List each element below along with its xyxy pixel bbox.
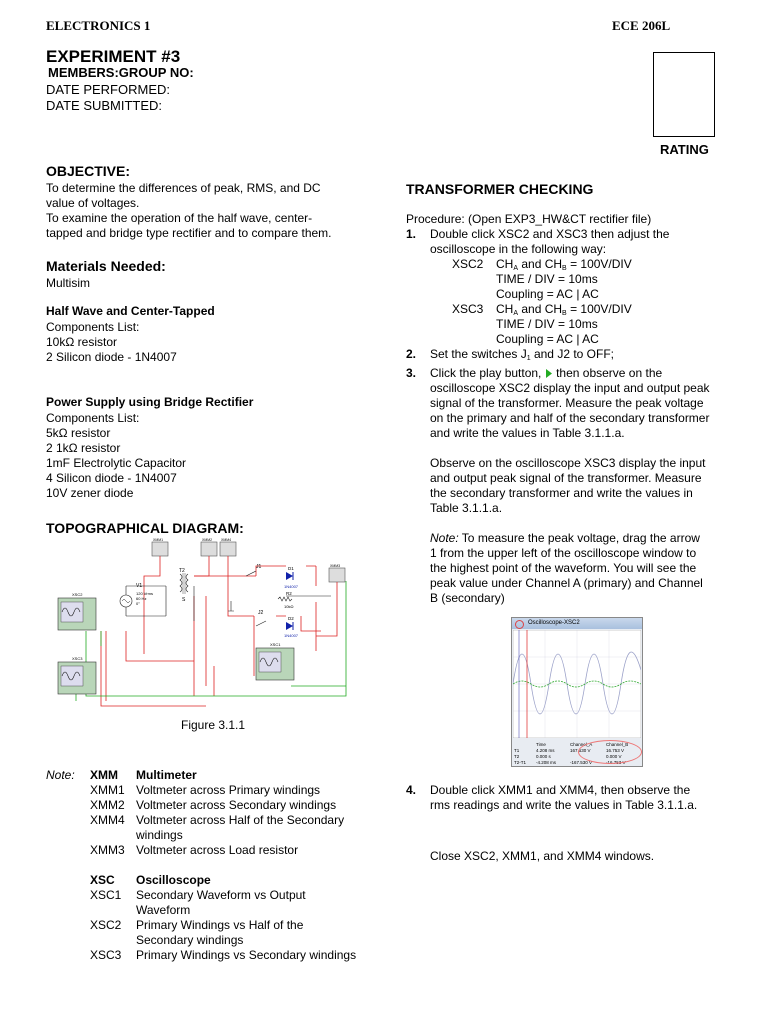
- t2-secondary-label: S: [182, 597, 186, 603]
- objective-heading: OBJECTIVE:: [46, 163, 131, 179]
- measurement-cell: -167.530 V: [570, 760, 593, 765]
- rating-box: [653, 52, 715, 137]
- step-1-line: oscilloscope in the following way:: [430, 242, 607, 256]
- xmm-meaning: Voltmeter across Load resistor: [136, 843, 299, 857]
- half-wave-heading: Half Wave and Center-Tapped: [46, 304, 215, 318]
- transformer-heading: TRANSFORMER CHECKING: [406, 181, 594, 197]
- switch-j1: [246, 564, 262, 576]
- members-line: MEMBERS:GROUP NO:: [48, 65, 194, 80]
- oscilloscope-titlebar: [512, 618, 642, 629]
- xsc2-channel-value: = 100V/DIV: [570, 257, 632, 271]
- v1-value: 120 Vrms: [136, 591, 153, 596]
- xsc-row: [90, 888, 362, 918]
- objective-line: value of voltages.: [46, 196, 140, 210]
- measurement-cell: 0.000 s: [536, 754, 551, 759]
- xmm4-meter: [220, 538, 236, 556]
- step-2-text-b: and J2 to OFF;: [530, 347, 614, 361]
- measurement-header: Time: [536, 742, 546, 747]
- diode-d1: [284, 566, 299, 589]
- cursor-marker-icon: [515, 620, 524, 629]
- step-2-number: 2.: [406, 347, 417, 361]
- step-4-number: 4.: [406, 783, 417, 797]
- measurement-header: Channel_B: [606, 742, 629, 747]
- xsc2-time-setting: TIME / DIV = 10ms: [496, 272, 598, 286]
- note-line: the highest point of the waveform. You will see the: [430, 561, 697, 575]
- course-title: ELECTRONICS 1: [46, 18, 151, 33]
- observe-paragraph: [406, 456, 736, 516]
- r2-value: 10kΩ: [284, 604, 294, 609]
- step-3-line: on the primary and half of the secondary transformer: [430, 411, 710, 425]
- step-3-number: 3.: [406, 366, 417, 380]
- xsc-meaning: Primary Windings vs Half of the Secondary windings: [136, 918, 304, 947]
- objective-line: To examine the operation of the half wave, center-: [46, 211, 313, 225]
- step-4-line: Double click XMM1 and XMM4, then observe the: [430, 783, 691, 797]
- xsc3-time-setting: TIME / DIV = 10ms: [496, 317, 598, 331]
- xsc-description: Oscilloscope: [136, 873, 211, 887]
- xmm-meaning: Voltmeter across Primary windings: [136, 783, 321, 797]
- xsc-row: [90, 948, 362, 963]
- step-3-line: and write the values in Table 3.1.1.a.: [430, 426, 625, 440]
- xsc-abbrev: XSC: [90, 873, 115, 887]
- xsc1-label: XSC1: [270, 642, 281, 647]
- component-item: 2 Silicon diode - 1N4007: [46, 350, 177, 364]
- xmm4-label: XMM4: [221, 538, 232, 542]
- v1-source: [120, 583, 153, 607]
- step-2: 2. Set the switches $J_1$ and J2 to OFF;: [406, 347, 614, 362]
- xmm-meaning: Voltmeter across Half of the Secondary windings: [136, 813, 345, 842]
- xsc3-setting-label: XSC3: [452, 302, 484, 316]
- xmm-description: Multimeter: [136, 768, 197, 782]
- xmm-row: [90, 813, 362, 843]
- materials-heading: Materials Needed:: [46, 258, 166, 274]
- xmm3-label: XMM3: [330, 564, 341, 568]
- note-paragraph: [406, 531, 736, 606]
- xsc3-channel-value: = 100V/DIV: [570, 302, 632, 316]
- note-label: Note:: [46, 768, 75, 782]
- xmm-id: XMM3: [90, 843, 125, 857]
- oscilloscope-title: Oscilloscope-XSC2: [528, 620, 580, 626]
- xmm-heading-row: [90, 768, 362, 783]
- xmm-id: XMM4: [90, 813, 125, 827]
- v1-phase: 0°: [136, 601, 140, 606]
- v1-label: V1: [136, 583, 143, 589]
- component-item: 1mF Electrolytic Capacitor: [46, 456, 187, 470]
- transformer-t2: [179, 568, 188, 603]
- d1-part: 1N4007: [284, 584, 299, 589]
- procedure-intro: Procedure: (Open EXP3_HW&CT rectifier file): [406, 212, 652, 226]
- r2-label: R2: [286, 591, 292, 596]
- component-item: 5kΩ resistor: [46, 426, 111, 440]
- close-instruction: Close XSC2, XMM1, and XMM4 windows.: [430, 849, 655, 863]
- step-4-line: rms readings and write the values in Table 3.1.1.a.: [430, 798, 698, 812]
- step-3-text-a: Click the play button,: [430, 366, 542, 380]
- j1-label: J1: [256, 564, 262, 570]
- step-3-line: signal of the transformer. Measure the peak voltage: [430, 396, 704, 410]
- xsc-heading-row: [90, 873, 362, 888]
- figure-caption: Figure 3.1.1: [181, 718, 246, 732]
- measurement-cell: 167.530 V: [570, 748, 591, 753]
- xmm-row: [90, 798, 362, 813]
- xsc-meaning: Primary Windings vs Secondary windings: [136, 948, 357, 962]
- switch-j2: [256, 610, 266, 626]
- objective-line: tapped and bridge type rectifier and to compare them.: [46, 226, 332, 240]
- step-1-line: Double click XSC2 and XSC3 then adjust the: [430, 227, 670, 241]
- circuit-schematic: [46, 536, 362, 716]
- component-item: 10V zener diode: [46, 486, 134, 500]
- measurement-cell: T1: [514, 748, 520, 753]
- objective-line: To determine the differences of peak, RMS, and DC: [46, 181, 321, 195]
- rating-label: RATING: [660, 142, 709, 157]
- bridge-heading: Power Supply using Bridge Rectifier: [46, 395, 254, 409]
- xmm-id: XMM2: [90, 798, 125, 812]
- d2-part: 1N4007: [284, 633, 299, 638]
- xsc2-coupling-setting: Coupling = AC | AC: [496, 287, 599, 301]
- d1-label: D1: [288, 566, 294, 571]
- xsc-id: XSC3: [90, 948, 122, 962]
- component-item: Components List:: [46, 320, 140, 334]
- measurement-cell: 16.753 V: [606, 748, 625, 753]
- oscilloscope-window: [511, 617, 643, 767]
- date-submitted: DATE SUBMITTED:: [46, 98, 163, 113]
- xsc-meaning: Secondary Waveform vs Output Waveform: [136, 888, 306, 917]
- diode-d2: [284, 616, 299, 638]
- oscilloscope-xsc1: [256, 642, 294, 680]
- xmm2-label: XMM2: [202, 538, 213, 542]
- measurement-header: Channel_A: [570, 742, 593, 747]
- scope-settings: [406, 257, 736, 347]
- note-line: peak value under Channel A (primary) and Channel: [430, 576, 703, 590]
- step-4: [406, 783, 736, 813]
- xsc2-setting-label: XSC2: [452, 257, 484, 271]
- step-1: [406, 227, 736, 257]
- xmm3-meter: [329, 564, 345, 582]
- component-item: 2 1kΩ resistor: [46, 441, 121, 455]
- xsc-id: XSC1: [90, 888, 122, 902]
- xmm-row: [90, 783, 362, 798]
- component-item: 10kΩ resistor: [46, 335, 117, 349]
- materials-software: Multisim: [46, 276, 90, 290]
- measurement-cell: 4.208 ms: [536, 748, 555, 753]
- xsc2-label: XSC2: [72, 592, 83, 597]
- xsc2-channel-setting: $CH_A$ and $CH_B = 100V/DIV$: [496, 257, 632, 272]
- xmm-row: [90, 843, 362, 858]
- experiment-title: EXPERIMENT #3: [46, 47, 181, 66]
- course-code: ECE 206L: [612, 18, 671, 33]
- half-wave-list: [46, 320, 177, 365]
- note-line: 1 from the upper left of the oscilloscope window to: [430, 546, 697, 560]
- xsc-row: [90, 918, 362, 948]
- note-first-line: To measure the peak voltage, drag the arrow: [458, 531, 700, 545]
- topographical-heading: TOPOGRAPHICAL DIAGRAM:: [46, 520, 244, 536]
- measurement-cell: T2: [514, 754, 520, 759]
- objective-text: [46, 181, 366, 241]
- bridge-list: [46, 411, 186, 501]
- oscilloscope-screen: [513, 630, 641, 738]
- xmm1-label: XMM1: [153, 538, 164, 542]
- xsc3-channel-setting: $CH_A$ and $CH_B = 100V/DIV$: [496, 302, 632, 317]
- v1-frequency: 60 Hz: [136, 596, 147, 601]
- oscilloscope-xsc2: [58, 592, 96, 630]
- xsc3-coupling-setting: Coupling = AC | AC: [496, 332, 599, 346]
- observe-line: Observe on the oscilloscope XSC3 display the input: [430, 456, 706, 470]
- xsc-id: XSC2: [90, 918, 122, 932]
- date-performed: DATE PERFORMED:: [46, 82, 170, 97]
- step-1-number: 1.: [406, 227, 417, 241]
- xmm1-meter: [152, 538, 168, 556]
- oscilloscope-xsc3: [58, 656, 96, 694]
- step-2-text-a: Set the switches J: [430, 347, 527, 361]
- resistor-r2: [278, 591, 293, 609]
- step-3: [406, 366, 736, 441]
- observe-line: the secondary transformer and write the values in: [430, 486, 693, 500]
- component-item: 4 Silicon diode - 1N4007: [46, 471, 177, 485]
- note-list: [90, 768, 362, 963]
- xsc3-label: XSC3: [72, 656, 83, 661]
- xmm-id: XMM1: [90, 783, 125, 797]
- note-prefix: Note:: [430, 531, 459, 545]
- step-3-text-b: then observe on the: [556, 366, 663, 380]
- measurement-cell: -4.208 ms: [536, 760, 557, 765]
- note-line: B (secondary): [430, 591, 505, 605]
- t2-label: T2: [179, 568, 185, 574]
- d2-label: D2: [288, 616, 294, 621]
- xmm-abbrev: XMM: [90, 768, 118, 782]
- measurement-cell: 0.000 V: [606, 754, 622, 759]
- xmm-meaning: Voltmeter across Secondary windings: [136, 798, 337, 812]
- observe-line: and output peak signal of the transformer. Measure: [430, 471, 702, 485]
- circuit-diagram: [46, 536, 362, 716]
- highlight-ellipse: [578, 740, 642, 764]
- play-icon: [545, 369, 553, 378]
- step-3-line: oscilloscope XSC2 display the input and output peak: [430, 381, 710, 395]
- procedure-block: [406, 212, 736, 606]
- measurement-cell: -16.753 V: [606, 760, 626, 765]
- observe-line: Table 3.1.1.a.: [430, 501, 503, 515]
- j2-label: J2: [258, 610, 264, 616]
- component-item: Components List:: [46, 411, 140, 425]
- measurement-cell: T2-T1: [514, 760, 527, 765]
- xmm2-meter: [201, 538, 217, 556]
